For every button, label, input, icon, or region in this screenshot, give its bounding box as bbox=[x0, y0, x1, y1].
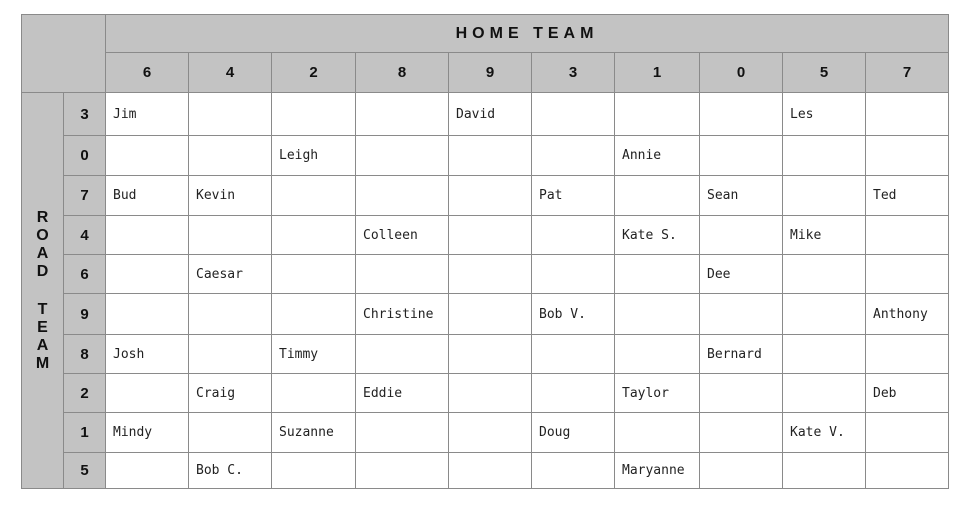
square-cell[interactable] bbox=[189, 413, 272, 453]
square-cell[interactable]: Annie bbox=[615, 136, 700, 176]
home-number-7: 0 bbox=[700, 53, 783, 93]
square-cell[interactable] bbox=[356, 93, 449, 136]
square-cell[interactable] bbox=[866, 255, 949, 294]
square-cell[interactable]: Ted bbox=[866, 176, 949, 216]
square-cell[interactable] bbox=[356, 136, 449, 176]
home-number-2: 2 bbox=[272, 53, 356, 93]
square-cell[interactable]: Kevin bbox=[189, 176, 272, 216]
square-cell[interactable] bbox=[866, 453, 949, 489]
square-cell[interactable] bbox=[866, 335, 949, 374]
home-number-0: 6 bbox=[106, 53, 189, 93]
square-cell[interactable] bbox=[106, 255, 189, 294]
home-number-9: 7 bbox=[866, 53, 949, 93]
square-cell[interactable]: Bud bbox=[106, 176, 189, 216]
square-cell[interactable]: Eddie bbox=[356, 374, 449, 413]
square-cell[interactable] bbox=[356, 255, 449, 294]
square-cell[interactable] bbox=[700, 453, 783, 489]
square-cell[interactable] bbox=[866, 93, 949, 136]
square-cell[interactable]: Bob C. bbox=[189, 453, 272, 489]
square-cell[interactable] bbox=[615, 176, 700, 216]
corner-cell bbox=[22, 15, 106, 93]
road-number-2: 7 bbox=[64, 176, 106, 216]
square-cell[interactable] bbox=[106, 374, 189, 413]
square-cell[interactable] bbox=[189, 294, 272, 335]
square-cell[interactable] bbox=[866, 216, 949, 255]
square-cell[interactable] bbox=[106, 294, 189, 335]
square-cell[interactable] bbox=[700, 136, 783, 176]
square-cell[interactable]: Jim bbox=[106, 93, 189, 136]
square-cell[interactable] bbox=[700, 374, 783, 413]
square-cell[interactable] bbox=[783, 176, 866, 216]
square-cell[interactable] bbox=[700, 93, 783, 136]
home-number-1: 4 bbox=[189, 53, 272, 93]
square-cell[interactable]: Bob V. bbox=[532, 294, 615, 335]
squares-grid bbox=[21, 14, 949, 489]
square-cell[interactable] bbox=[272, 216, 356, 255]
square-cell[interactable]: Mindy bbox=[106, 413, 189, 453]
square-cell[interactable] bbox=[356, 413, 449, 453]
road-number-5: 9 bbox=[64, 294, 106, 335]
square-cell[interactable] bbox=[532, 453, 615, 489]
square-cell[interactable]: Maryanne bbox=[615, 453, 700, 489]
square-cell[interactable] bbox=[783, 335, 866, 374]
square-cell[interactable] bbox=[532, 216, 615, 255]
square-cell[interactable] bbox=[106, 453, 189, 489]
square-cell[interactable] bbox=[272, 374, 356, 413]
square-cell[interactable] bbox=[356, 335, 449, 374]
square-cell[interactable] bbox=[272, 255, 356, 294]
square-cell[interactable] bbox=[189, 93, 272, 136]
square-cell[interactable] bbox=[615, 294, 700, 335]
square-cell[interactable]: Craig bbox=[189, 374, 272, 413]
road-number-0: 3 bbox=[64, 93, 106, 136]
square-cell[interactable] bbox=[783, 453, 866, 489]
square-cell[interactable] bbox=[106, 216, 189, 255]
square-cell[interactable] bbox=[189, 335, 272, 374]
square-cell[interactable] bbox=[106, 136, 189, 176]
road-number-6: 8 bbox=[64, 335, 106, 374]
road-number-4: 6 bbox=[64, 255, 106, 294]
square-cell[interactable]: Colleen bbox=[356, 216, 449, 255]
road-number-7: 2 bbox=[64, 374, 106, 413]
road-number-9: 5 bbox=[64, 453, 106, 489]
square-cell[interactable]: Kate S. bbox=[615, 216, 700, 255]
square-cell[interactable] bbox=[532, 136, 615, 176]
square-cell[interactable] bbox=[866, 413, 949, 453]
square-cell[interactable]: Kate V. bbox=[783, 413, 866, 453]
square-cell[interactable] bbox=[449, 413, 532, 453]
square-cell[interactable] bbox=[449, 216, 532, 255]
square-cell[interactable]: Dee bbox=[700, 255, 783, 294]
square-cell[interactable] bbox=[449, 453, 532, 489]
square-cell[interactable]: Christine bbox=[356, 294, 449, 335]
square-cell[interactable] bbox=[272, 176, 356, 216]
square-cell[interactable] bbox=[272, 294, 356, 335]
square-cell[interactable] bbox=[700, 413, 783, 453]
home-number-4: 9 bbox=[449, 53, 532, 93]
square-cell[interactable] bbox=[783, 374, 866, 413]
home-number-5: 3 bbox=[532, 53, 615, 93]
square-cell[interactable] bbox=[615, 413, 700, 453]
square-cell[interactable]: Pat bbox=[532, 176, 615, 216]
square-cell[interactable] bbox=[783, 294, 866, 335]
square-cell[interactable] bbox=[272, 453, 356, 489]
square-cell[interactable] bbox=[783, 255, 866, 294]
home-number-8: 5 bbox=[783, 53, 866, 93]
square-cell[interactable] bbox=[449, 294, 532, 335]
square-cell[interactable]: Anthony bbox=[866, 294, 949, 335]
square-cell[interactable] bbox=[189, 216, 272, 255]
square-cell[interactable] bbox=[449, 335, 532, 374]
square-cell[interactable] bbox=[700, 216, 783, 255]
square-cell[interactable] bbox=[615, 335, 700, 374]
square-cell[interactable] bbox=[356, 453, 449, 489]
square-cell[interactable]: Bernard bbox=[700, 335, 783, 374]
square-cell[interactable] bbox=[532, 255, 615, 294]
square-cell[interactable]: Doug bbox=[532, 413, 615, 453]
square-cell[interactable] bbox=[532, 335, 615, 374]
square-cell[interactable]: Timmy bbox=[272, 335, 356, 374]
square-cell[interactable] bbox=[356, 176, 449, 216]
home-number-3: 8 bbox=[356, 53, 449, 93]
square-cell[interactable] bbox=[189, 136, 272, 176]
square-cell[interactable]: Caesar bbox=[189, 255, 272, 294]
square-cell[interactable] bbox=[449, 176, 532, 216]
square-cell[interactable] bbox=[866, 136, 949, 176]
square-cell[interactable]: Deb bbox=[866, 374, 949, 413]
square-cell[interactable] bbox=[783, 136, 866, 176]
home-team-title: HOME TEAM bbox=[106, 15, 949, 53]
square-cell[interactable] bbox=[615, 255, 700, 294]
squares-table bbox=[21, 14, 949, 489]
home-number-6: 1 bbox=[615, 53, 700, 93]
square-cell[interactable]: Mike bbox=[783, 216, 866, 255]
square-cell[interactable]: Leigh bbox=[272, 136, 356, 176]
square-cell[interactable] bbox=[532, 374, 615, 413]
square-cell[interactable] bbox=[449, 374, 532, 413]
square-cell[interactable]: Les bbox=[783, 93, 866, 136]
square-cell[interactable] bbox=[449, 255, 532, 294]
square-cell[interactable]: Taylor bbox=[615, 374, 700, 413]
square-cell[interactable]: Sean bbox=[700, 176, 783, 216]
road-team-title: R O A D T E A M bbox=[22, 93, 64, 489]
square-cell[interactable] bbox=[615, 93, 700, 136]
square-cell[interactable]: David bbox=[449, 93, 532, 136]
road-number-8: 1 bbox=[64, 413, 106, 453]
road-number-1: 0 bbox=[64, 136, 106, 176]
road-number-3: 4 bbox=[64, 216, 106, 255]
square-cell[interactable] bbox=[272, 93, 356, 136]
square-cell[interactable] bbox=[532, 93, 615, 136]
square-cell[interactable] bbox=[700, 294, 783, 335]
square-cell[interactable]: Josh bbox=[106, 335, 189, 374]
square-cell[interactable]: Suzanne bbox=[272, 413, 356, 453]
square-cell[interactable] bbox=[449, 136, 532, 176]
